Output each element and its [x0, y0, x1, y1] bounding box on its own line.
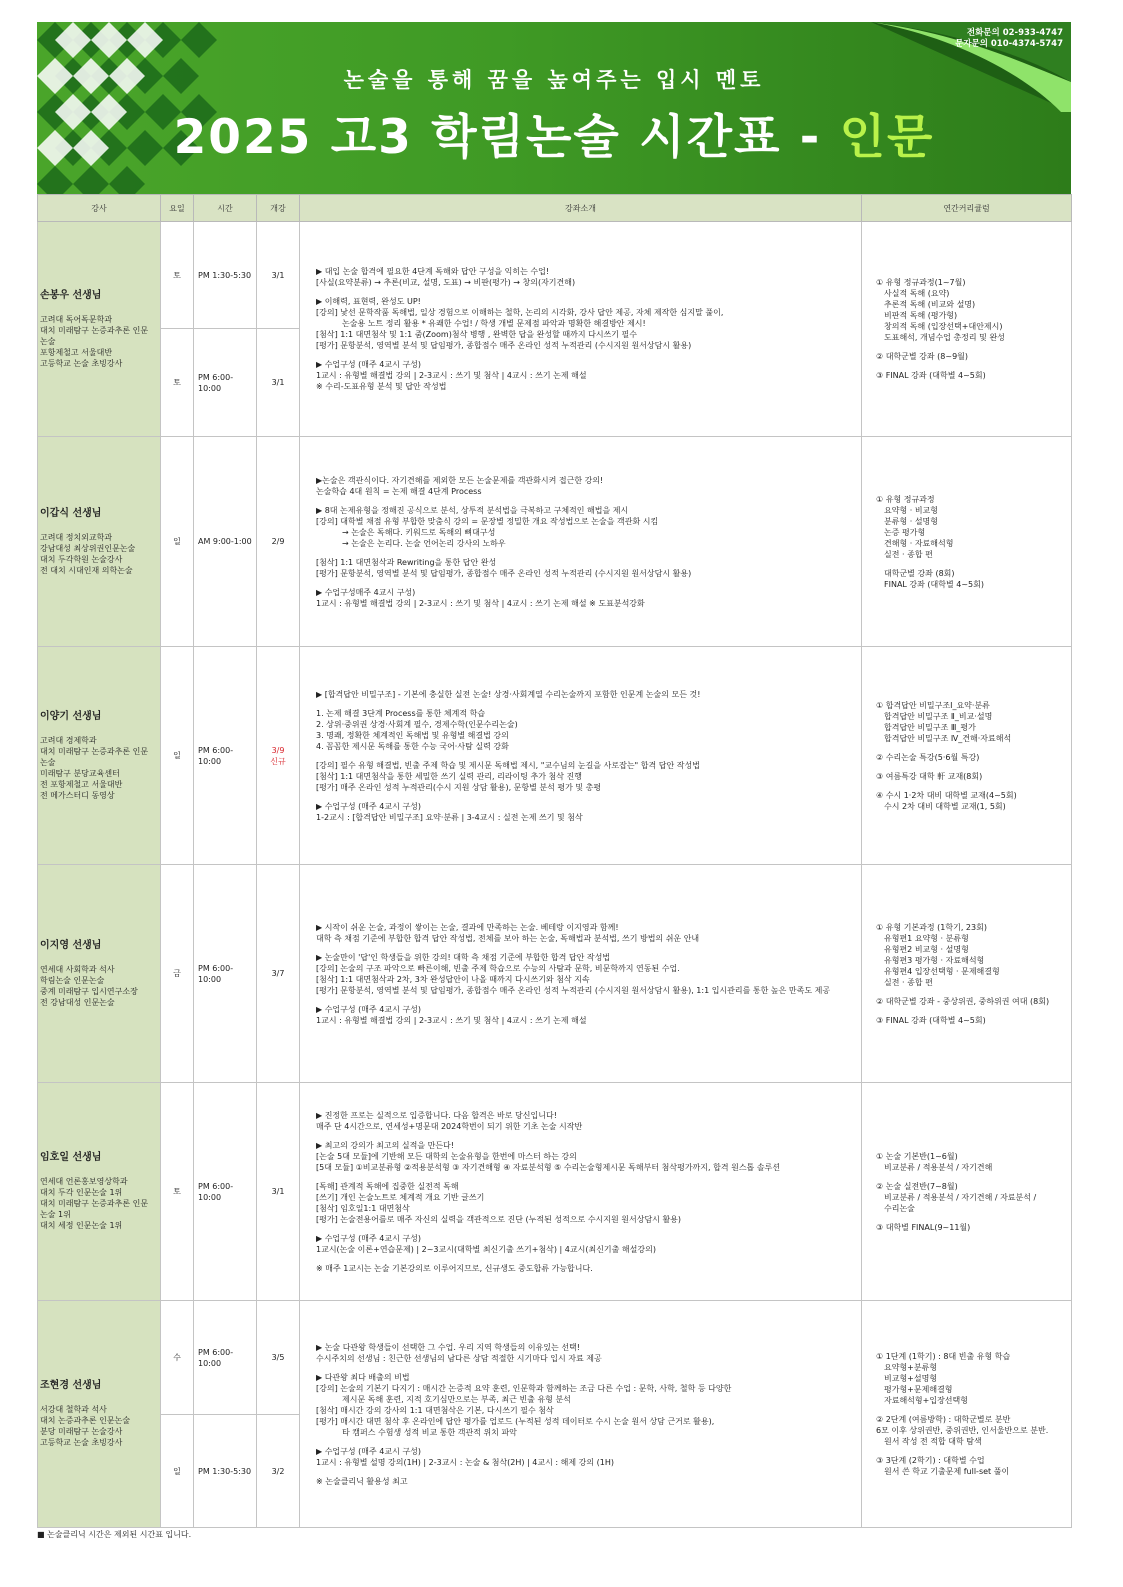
intro-line: ▶ 논술만이 '답'인 학생들을 위한 강의! 대학 측 채점 기준에 부합한 합격 답안 작성법 — [316, 952, 611, 962]
col-header-time: 시간 — [194, 195, 257, 222]
intro-line: → 논술은 독해다. 키워드로 독해의 뼈대구성 — [342, 527, 496, 537]
blank-line — [876, 1007, 1067, 1015]
contact-info — [955, 28, 1063, 50]
curriculum-line: 합격답안 비밀구조 Ⅱ_비교·설명 — [884, 711, 993, 721]
blank-line — [316, 1438, 855, 1446]
intro-line: ※ 매주 1교시는 논술 기본강의로 이루어지므로, 신규생도 중도합류 가능합니다. — [316, 1263, 593, 1273]
teacher-cell — [38, 437, 161, 647]
curriculum-line: 창의적 독해 (입장선택+대안제시) — [884, 322, 1003, 331]
blank-line — [316, 752, 855, 760]
table-row — [38, 1083, 1072, 1301]
intro-line: ▶ 수업구성 (매주 4교시 구성) — [316, 1446, 421, 1456]
session-time: PM 6:00-10:00 — [194, 1083, 257, 1301]
profile-line: 대치 세정 인문논술 1위 — [40, 1221, 123, 1230]
title-accent: 인문 — [839, 110, 935, 165]
profile-line: 중계 미래탐구 입시연구소장 — [40, 986, 138, 996]
profile-line: 대치 미래탐구 논증과추론 인문 — [40, 746, 149, 756]
curriculum-line: 평가형+문제해결형 — [884, 1385, 953, 1394]
intro-line: 대학 측 채점 기준에 부합한 합격 답안 작성법, 전체를 보아 하는 논술, 독해법과 분석법, 쓰기 방법의 쉬운 안내 — [316, 933, 700, 943]
intro-line: [강의] 낯선 문학작품 독해법, 일상 경험으로 이해하는 철학, 논리의 시각화, 강사 답안 제공, 자체 제작한 심지말 풀이, — [316, 308, 724, 317]
teacher-profile — [40, 1176, 158, 1231]
profile-line: 미래탐구 분당교육센터 — [40, 768, 120, 778]
curriculum-line: 원서 작성 전 적합 대학 탐색 — [884, 1437, 982, 1446]
intro-line: ▶ 수업구성 (매주 4교시 구성) — [316, 1233, 421, 1243]
intro-line: [쓰기] 개인 논술노트로 체계적 개요 기반 글쓰기 — [316, 1192, 485, 1202]
col-header-day: 요일 — [161, 195, 194, 222]
curriculum-line: 견해형 · 자료해석형 — [884, 538, 954, 548]
session-time: PM 1:30-5:30 — [194, 222, 257, 329]
course-intro-cell — [300, 1083, 862, 1301]
curriculum-line: 수리논술 — [884, 1203, 915, 1213]
curriculum-line: 분류형 · 설명형 — [884, 516, 938, 526]
session-day: 일 — [161, 1415, 194, 1528]
intro-line: [강의] 논술의 구조 파악으로 빠른이해, 빈출 주제 학습으로 수능의 사탐과 문학, 비문학까지 연동된 수업. — [316, 963, 680, 973]
intro-line: 1교시 : 유형별 해결법 강의 | 2-3교시 : 쓰기 및 첨삭 | 4교시 : 쓰기 논제 해설 ※ 도표분석강화 — [316, 598, 645, 608]
teacher-name: 이양기 선생님 — [40, 710, 102, 722]
intro-line: [강의] 논술의 기본기 다지기 : 매시간 논증적 요약 훈련, 인문학과 함께하는 조금 다른 수업 : 문학, 사학, 철학 등 다양한 — [316, 1383, 732, 1393]
intro-line: ▶ 수업구성매주 4교시 구성) — [316, 587, 416, 597]
curriculum-cell — [862, 222, 1072, 437]
curriculum-line: 비교형+설명형 — [884, 1374, 938, 1383]
intro-line: → 논술은 논리다. 논술 언어논리 강사의 노하우 — [342, 538, 506, 548]
profile-line: 고려대 정치외교학과 — [40, 532, 113, 542]
table-row — [38, 865, 1072, 1083]
profile-line: 논술 — [40, 336, 56, 346]
intro-line: ▶ 논술 다관왕 학생들이 선택한 그 수업. 우리 지역 학생들의 이유있는 선택! — [316, 1342, 580, 1352]
teacher-name: 조현경 선생님 — [40, 1380, 102, 1391]
blank-line — [316, 944, 855, 952]
blank-line — [316, 1364, 855, 1372]
curriculum-line: ① 논술 기본반(1~6월) — [876, 1151, 958, 1161]
intro-line: ▶ 8대 논제유형을 정해진 공식으로 분석, 상투적 분석법을 극복하고 구체적인 해법을 제시 — [316, 505, 629, 515]
curriculum-line: ② 수리논술 특강(5·6월 특강) — [876, 752, 980, 762]
profile-line: 고려대 독어독문학과 — [40, 314, 113, 324]
blank-line — [876, 744, 1067, 752]
session-day: 수 — [161, 1301, 194, 1415]
curriculum-line: 유형편2 비교형 · 설명형 — [884, 944, 969, 954]
curriculum-line: ① 유형 정규과정 — [876, 494, 935, 504]
profile-line: 전 대치 시대인재 의학논술 — [40, 565, 133, 575]
header-banner — [37, 22, 1071, 194]
intro-line: [5대 모듈] ①비교분류형 ②적용분석형 ③ 자기견해형 ④ 자료분석형 ⑤ 수리논술형제시문 독해부터 첨삭평가까지, 합격 원스톱 솔루션 — [316, 1162, 781, 1172]
curriculum-line: 추론적 독해 (비교와 설명) — [884, 300, 976, 309]
profile-line: 학림논술 인문논술 — [40, 975, 105, 985]
profile-line: 고등학교 논술 초빙강사 — [40, 358, 123, 368]
intro-line: 매주 단 4시간으로, 연세성+명문대 2024학번이 되기 위한 기초 논술 시작반 — [316, 1121, 583, 1131]
curriculum-line: 요약형+분류형 — [884, 1363, 938, 1372]
teacher-cell — [38, 1083, 161, 1301]
intro-line: 1. 논제 해결 3단계 Process를 통한 체계적 학습 — [316, 708, 486, 718]
table-header-row — [38, 195, 1072, 222]
session-start: 3/1 — [257, 1083, 300, 1301]
curriculum-line: 실전 · 종합 편 — [884, 977, 933, 987]
session-day: 토 — [161, 329, 194, 437]
curriculum-line: ② 논술 실전반(7~8월) — [876, 1181, 958, 1191]
course-intro-cell — [300, 1301, 862, 1528]
intro-line: [첨삭] 1:1 대면첨삭을 통한 세밀한 쓰기 실력 관리, 리라이팅 추가 첨삭 진행 — [316, 771, 583, 781]
session-start: 3/1 — [257, 329, 300, 437]
teacher-profile — [40, 735, 158, 801]
intro-line: [평가] 매시간 대면 첨삭 후 온라인에 답안 평가를 업로드 (누적된 성적 데이터로 수시 논술 원서 상담 근거로 활용), — [316, 1416, 715, 1426]
blank-line — [876, 362, 1067, 370]
intro-line: [평가] 문항분석, 영역별 분석 및 답임평가, 종합점수 매주 온라인 성적 누적관리 (수시지원 원서상담시 활용) — [316, 341, 692, 350]
session-day: 토 — [161, 1083, 194, 1301]
profile-line: 전 강남대성 인문논술 — [40, 997, 115, 1007]
intro-line: [첨삭] 매시간 강의 강사의 1:1 대면첨삭은 기본, 다시쓰기 필수 첨삭 — [316, 1405, 554, 1415]
curriculum-line: ① 합격답안 비밀구조Ⅰ_요약·분류 — [876, 700, 990, 710]
curriculum-line: ② 대학군별 강좌 (8~9월) — [876, 352, 969, 361]
session-start: 3/2 — [257, 1415, 300, 1528]
curriculum-line: 합격답안 비밀구조 Ⅳ_견해·자료해석 — [884, 733, 1012, 743]
profile-line: 전 포항제철고 서울대반 — [40, 779, 123, 789]
course-intro-cell — [300, 222, 862, 437]
intro-line: ▶ 다관왕 최다 배출의 비법 — [316, 1372, 410, 1382]
curriculum-line: 6모 이후 상위권반, 중위권반, 인서울반으로 분반. — [876, 1426, 1049, 1435]
session-day: 일 — [161, 647, 194, 865]
blank-line — [316, 1468, 855, 1476]
curriculum-line: ③ FINAL 강좌 (대학별 4~5회) — [876, 1015, 986, 1025]
intro-line: [평가] 매주 온라인 성적 누적관리(수시 지원 상담 활용), 문항별 분석 평가 및 총평 — [316, 782, 602, 792]
session-time: PM 1:30-5:30 — [194, 1415, 257, 1528]
intro-line: [강의] 필수 유형 해결법, 빈출 주제 학습 및 제시문 독해법 제시, "교수님의 눈길을 사로잡는" 합격 답안 작성법 — [316, 760, 700, 770]
intro-line: 논술학습 4대 원칙 = 논제 해결 4단계 Process — [316, 486, 482, 496]
intro-line: 수시주치의 선생님 : 친근한 선생님의 남다른 상담 적절한 시기마다 입시 자료 제공 — [316, 1353, 602, 1363]
curriculum-line: ③ 3단계 (2학기) : 대학별 수업 — [876, 1456, 985, 1465]
table-row — [38, 222, 1072, 329]
profile-line: 대치 미래탐구 논증과추론 인문 — [40, 325, 149, 335]
page-title — [37, 100, 1071, 167]
curriculum-line: ② 대학군별 강좌 - 중상위권, 중하위권 여대 (8회) — [876, 996, 1050, 1006]
teacher-profile — [40, 1404, 158, 1448]
teacher-name: 이지영 선생님 — [40, 939, 102, 951]
curriculum-line: 대학군별 강좌 (8회) — [884, 568, 955, 578]
curriculum-line: ③ 대학별 FINAL(9~11월) — [876, 1222, 971, 1232]
session-day: 일 — [161, 437, 194, 647]
intro-line: ▶ 최고의 강의가 최고의 실적을 만든다! — [316, 1140, 454, 1150]
intro-line: ▶ 대입 논술 합격에 필요한 4단계 독해와 답안 구성을 익히는 수업! — [316, 267, 550, 276]
intro-line: ※ 논술클리닉 활용성 최고 — [316, 1476, 408, 1486]
blank-line — [876, 1406, 1067, 1414]
contact-phone: 전화문의 02-933-4747 — [966, 28, 1063, 38]
intro-line: ▶논술은 객관식이다. 자기견해를 제외한 모든 논술문제를 객관화시켜 접근한 강의! — [316, 475, 604, 485]
curriculum-line: ③ FINAL 강좌 (대학별 4~5회) — [876, 371, 986, 380]
table-row — [38, 647, 1072, 865]
curriculum-line: 실전 · 종합 편 — [884, 549, 933, 559]
intro-line: 1교시 : 유형별 해결법 강의 | 2-3교시 : 쓰기 및 첨삭 | 4교시 : 쓰기 논제 해설 — [316, 371, 587, 380]
profile-line: 포항제철고 서울대반 — [40, 347, 113, 357]
blank-line — [876, 560, 1067, 568]
blank-line — [876, 1214, 1067, 1222]
curriculum-line: 유형편4 입장선택형 · 문제해결형 — [884, 966, 1000, 976]
blank-line — [316, 1173, 855, 1181]
profile-line: 고등학교 논술 초빙강사 — [40, 1438, 123, 1447]
teacher-cell — [38, 1301, 161, 1528]
col-header-curriculum: 연간커리큘럼 — [862, 195, 1072, 222]
session-time: PM 6:00-10:00 — [194, 647, 257, 865]
curriculum-line: 논증 평가형 — [884, 527, 926, 537]
teacher-name: 임호일 선생님 — [40, 1152, 102, 1163]
session-time: AM 9:00-1:00 — [194, 437, 257, 647]
intro-line: [첨삭] 1:1 대면첨삭 및 1:1 줌(Zoom)첨삭 병행 , 완벽한 답을 완성할 때까지 다시쓰기 필수 — [316, 330, 638, 339]
banner-subtitle: 논술을 통해 꿈을 높여주는 입시 멘토 — [343, 68, 765, 92]
intro-line: [첨삭] 1:1 대면첨삭과 Rewriting을 통한 답안 완성 — [316, 557, 497, 567]
blank-line — [876, 763, 1067, 771]
blank-line — [876, 782, 1067, 790]
intro-line: 1교시(논술 이론+연습문제) | 2~3교시(대학별 최신기출 쓰기+첨삭) | 4교시(최신기출 해설강의) — [316, 1244, 656, 1254]
curriculum-line: ① 유형 기본과정 (1학기, 23회) — [876, 922, 987, 932]
course-intro-cell — [300, 865, 862, 1083]
teacher-name: 손봉우 선생님 — [40, 289, 102, 301]
curriculum-line: 도표해석, 개념수업 총정리 및 완성 — [884, 333, 1005, 342]
intro-line: ▶ 시작이 쉬운 논술, 과정이 쌓이는 논술, 결과에 만족하는 논술. 베테랑 이지영과 함께! — [316, 922, 619, 932]
contact-text: 문자문의 010-4374-5747 — [955, 39, 1063, 49]
teacher-cell — [38, 222, 161, 437]
intro-line: [논술 5대 모듈]에 기반해 모든 대학의 논술유형을 한번에 마스터 하는 강의 — [316, 1151, 577, 1161]
profile-line: 논술 1위 — [40, 1210, 71, 1219]
curriculum-line: 비교분류 / 적용분석 / 자기견해 / 자료분석 / — [884, 1192, 1037, 1202]
col-header-teacher: 강사 — [38, 195, 161, 222]
blank-line — [876, 1173, 1067, 1181]
teacher-cell — [38, 865, 161, 1083]
profile-line: 고려대 경제학과 — [40, 735, 97, 745]
curriculum-cell — [862, 437, 1072, 647]
profile-line: 대치 논증과추론 인문논술 — [40, 1416, 131, 1425]
curriculum-line: 자료해석형+입장선택형 — [884, 1396, 968, 1405]
curriculum-cell — [862, 865, 1072, 1083]
profile-line: 서강대 철학과 석사 — [40, 1405, 107, 1414]
intro-line: ▶ 진정한 프로는 실적으로 입증합니다. 다음 합격은 바로 당신입니다! — [316, 1110, 557, 1120]
blank-line — [316, 288, 855, 296]
footer-note: ■ 논술클리닉 시간은 제외된 시간표 입니다. — [37, 1530, 192, 1539]
schedule-table — [37, 194, 1072, 1528]
curriculum-line: ① 1단계 (1학기) : 8대 빈출 유형 학습 — [876, 1352, 1011, 1361]
curriculum-line: ③ 여름특강 대학 軒 교재(8회) — [876, 771, 983, 781]
blank-line — [876, 1447, 1067, 1455]
intro-line: [평가] 문항분석, 영역별 분석 및 답임평가, 종합점수 매주 온라인 성적 누적관리 (수시지원 원서상담시 활용) — [316, 568, 692, 578]
blank-line — [316, 1132, 855, 1140]
session-start — [257, 647, 300, 865]
blank-line — [316, 793, 855, 801]
curriculum-line: 수시 2차 대비 대학별 교재(1, 5회) — [884, 801, 1006, 811]
intro-line: 제시문 독해 훈련, 지적 호기심만으로는 부족, 최근 빈출 유형 분석 — [342, 1394, 571, 1404]
blank-line — [316, 996, 855, 1004]
session-time: PM 6:00-10:00 — [194, 865, 257, 1083]
curriculum-line: 비판적 독해 (평가형) — [884, 311, 958, 320]
profile-line: 연세대 사회학과 석사 — [40, 964, 115, 974]
curriculum-line: ② 2단계 (여름방학) : 대학군별로 분반 — [876, 1415, 1011, 1424]
intro-line: [첨삭] 임호일1:1 대면첨삭 — [316, 1203, 410, 1213]
curriculum-line: 유형편1 요약형 · 분류형 — [884, 933, 969, 943]
course-intro-cell — [300, 647, 862, 865]
blank-line — [316, 579, 855, 587]
curriculum-cell — [862, 647, 1072, 865]
blank-line — [876, 988, 1067, 996]
session-time: PM 6:00-10:00 — [194, 1301, 257, 1415]
blank-line — [316, 549, 855, 557]
profile-line: 분당 미래탐구 논술강사 — [40, 1427, 123, 1436]
session-day: 금 — [161, 865, 194, 1083]
intro-line: 4. 꼼꼼한 제시문 독해를 통한 수능 국어·사탐 실력 강화 — [316, 741, 509, 751]
intro-line: [사실(요약분류) → 추론(비교, 설명, 도표) → 비판(평가) → 창의(자기견해) — [316, 278, 576, 287]
session-day: 토 — [161, 222, 194, 329]
intro-line: ▶ [합격답안 비밀구조] - 기본에 충실한 실전 논술! 상경·사회계열 수리논술까지 포함한 인문계 논술의 모든 것! — [316, 689, 701, 699]
curriculum-line: 합격답안 비밀구조 Ⅲ_평가 — [884, 722, 976, 732]
intro-line: ※ 수리-도표유형 분석 및 답안 작성법 — [316, 382, 447, 391]
intro-line: 1-2교시 : [합격답안 비밀구조] 요약·분류 | 3-4교시 : 실전 논제 쓰기 및 첨삭 — [316, 812, 583, 822]
curriculum-line: 유형편3 평가형 · 자료해석형 — [884, 955, 985, 965]
profile-line: 대치 미래탐구 논증과추론 인문 — [40, 1199, 149, 1208]
table-row — [38, 1301, 1072, 1415]
intro-line: [강의] 대학별 채점 유형 부합한 맞춤식 강의 = 문장별 정밀한 개요 작성법으로 논술을 객관화 시킴 — [316, 516, 659, 526]
col-header-start: 개강 — [257, 195, 300, 222]
teacher-profile — [40, 532, 158, 576]
intro-line: 1교시 : 유형별 해결법 강의 | 2-3교시 : 쓰기 및 첨삭 | 4교시 : 쓰기 논제 해설 — [316, 1015, 587, 1025]
curriculum-cell — [862, 1083, 1072, 1301]
profile-line: 대치 두각 인문논술 1위 — [40, 1188, 123, 1197]
teacher-cell — [38, 647, 161, 865]
intro-line: [독해] 관계적 독해에 집중한 실전적 독해 — [316, 1181, 459, 1191]
curriculum-line: 비교분류 / 적용분석 / 자기견해 — [884, 1162, 993, 1172]
curriculum-cell — [862, 1301, 1072, 1528]
profile-line: 논술 — [40, 757, 56, 767]
session-start: 3/7 — [257, 865, 300, 1083]
curriculum-line: ① 유형 정규과정(1~7월) — [876, 278, 966, 287]
blank-line — [316, 351, 855, 359]
start-date: 3/9 — [271, 745, 285, 755]
new-class-badge: 신규 — [270, 756, 286, 766]
curriculum-line: 사실적 독해 (요약) — [884, 289, 950, 298]
teacher-name: 이갑식 선생님 — [40, 507, 102, 519]
intro-line: ▶ 수업구성 (매주 4교시 구성) — [316, 360, 421, 369]
teacher-profile — [40, 964, 158, 1008]
session-start: 3/1 — [257, 222, 300, 329]
intro-line: 논술용 노트 정리 활용 * 유쾌한 수업! / 학생 개별 문제점 파악과 명확한 해결방안 제시! — [342, 319, 646, 328]
profile-line: 대치 두각학원 논술강사 — [40, 554, 123, 564]
profile-line: 연세대 언론홍보영상학과 — [40, 1177, 128, 1186]
curriculum-line: ④ 수시 1·2차 대비 대학별 교재(4~5회) — [876, 790, 1017, 800]
intro-line: [평가] 논술전용어를로 매주 자신의 실력을 객관적으로 진단 (누적된 성적으로 수시지원 원서상담시 활용) — [316, 1214, 682, 1224]
curriculum-line: 요약형 · 비교형 — [884, 505, 938, 515]
session-time: PM 6:00-10:00 — [194, 329, 257, 437]
col-header-intro: 강좌소개 — [300, 195, 862, 222]
intro-line: 1교시 : 유형별 설명 강의(1H) | 2-3교시 : 논술 & 첨삭(2H) | 4교시 : 해제 강의 (1H) — [316, 1457, 614, 1467]
intro-line: ▶ 수업구성 (매주 4교시 구성) — [316, 801, 421, 811]
session-start: 2/9 — [257, 437, 300, 647]
title-main: 2025 고3 학림논술 시간표 - — [173, 110, 840, 165]
intro-line: [첨삭] 1:1 대면첨삭과 2차, 3차 완성답안이 나올 때까지 다시쓰기와 첨삭 지속 — [316, 974, 590, 984]
intro-line: 타 캠퍼스 수험생 성적 비교 통한 객관적 위치 파악 — [342, 1427, 517, 1437]
blank-line — [316, 497, 855, 505]
profile-line: 전 메가스터디 동영상 — [40, 790, 115, 800]
table-row — [38, 437, 1072, 647]
intro-line: ▶ 수업구성 (매주 4교시 구성) — [316, 1004, 421, 1014]
session-start: 3/5 — [257, 1301, 300, 1415]
intro-line: [평가] 문항분석, 영역별 분석 및 답임평가, 종합점수 매주 온라인 성적 누적관리 (수시지원 원서상담시 활용), 1:1 입시관리를 통한 높은 만족도 제공 — [316, 985, 831, 995]
intro-line: ▶ 이해력, 표현력, 완성도 UP! — [316, 297, 421, 306]
curriculum-line: FINAL 강좌 (대학별 4~5회) — [884, 579, 984, 589]
blank-line — [876, 343, 1067, 351]
teacher-profile — [40, 314, 158, 369]
intro-line: 3. 명쾌, 정확한 체계적인 독해법 및 유형별 해결법 강의 — [316, 730, 509, 740]
blank-line — [316, 1225, 855, 1233]
course-intro-cell — [300, 437, 862, 647]
profile-line: 강남대성 최상위권인문논술 — [40, 543, 136, 553]
intro-line: 2. 상위·중위권 상경·사회계 필수, 경제수학(인문수리논술) — [316, 719, 518, 729]
curriculum-line: 원서 쓴 학교 기출문제 full-set 풀이 — [884, 1467, 1010, 1476]
blank-line — [316, 1255, 855, 1263]
blank-line — [316, 700, 855, 708]
